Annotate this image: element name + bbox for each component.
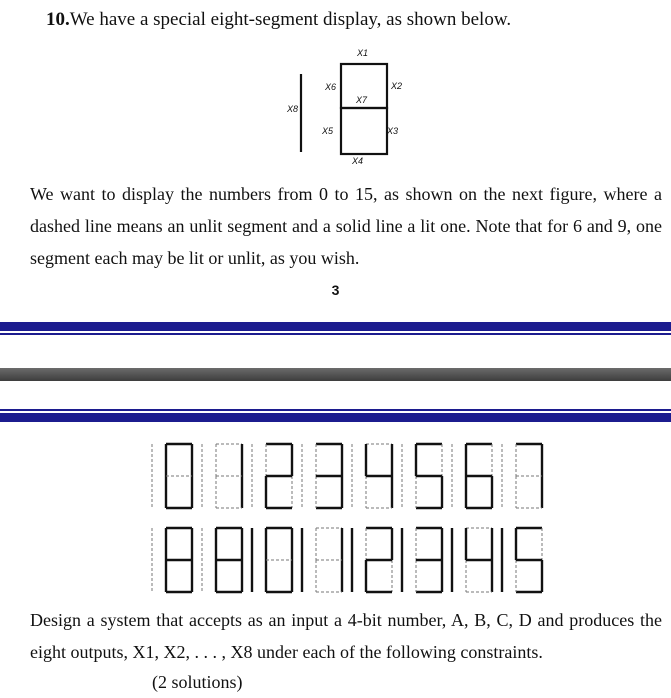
digits-figure: [0, 430, 671, 600]
label-x4: X4: [352, 156, 364, 166]
page-separator: [0, 368, 671, 381]
design-paragraph: Design a system that accepts as an input a 4-bit number, A, B, C, D and produces the eight outputs, X1, X2, . . . , X8 under each of the following constraints.: [30, 610, 662, 662]
page-footer-band: [0, 322, 671, 336]
label-x1: X1: [357, 48, 369, 58]
description-paragraph: We want to display the numbers from 0 to 15, as shown on the next figure, where a dashed line means an unlit segment and a solid line a lit one. Note that for 6 and 9, one segment each may be lit or unlit, as you wish.: [30, 184, 662, 268]
page-header-band: [0, 409, 671, 425]
label-x8: X8: [287, 104, 299, 114]
page-number: 3: [331, 282, 340, 298]
question-number: 10.: [46, 9, 70, 30]
label-x7: X7: [356, 95, 368, 105]
eight-segment-diagram: [270, 40, 420, 172]
segment-box-lower: [341, 108, 387, 154]
question-heading: [46, 9, 511, 31]
label-x3: X3: [387, 126, 399, 136]
label-x5: X5: [322, 126, 334, 136]
question-title: We have a special eight-segment display, as shown below.: [69, 9, 512, 30]
label-x2: X2: [391, 81, 403, 91]
solutions-note: (2 solutions): [152, 672, 243, 692]
label-x6: X6: [325, 82, 337, 92]
